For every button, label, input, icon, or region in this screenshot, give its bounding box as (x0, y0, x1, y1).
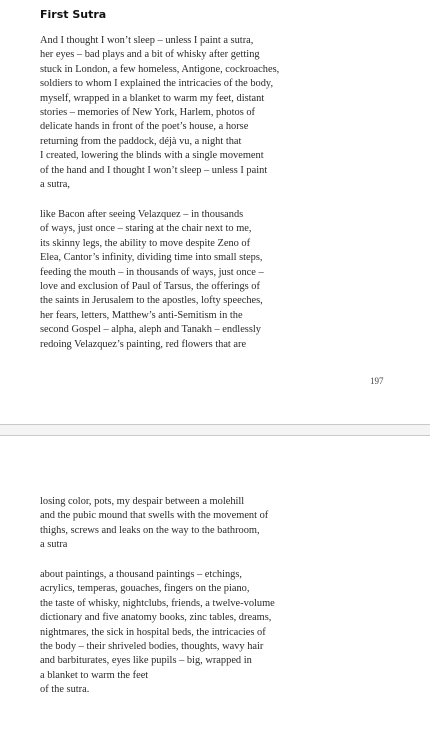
poem-line: like Bacon after seeing Velazquez – in thousands (40, 209, 244, 220)
poem-line: nightmares, the sick in hospital beds, the intricacies of (40, 626, 266, 638)
poem-title: First Sutra (40, 8, 107, 21)
page-number: 197 (370, 376, 384, 386)
poem-line: the taste of whisky, nightclubs, friends, a twelve-volume (40, 597, 275, 609)
poem-line: its skinny legs, the ability to move despite Zeno of (40, 237, 251, 249)
poem-line: redoing Velazquez’s painting, red flowers that are (40, 338, 247, 350)
poem-line: of the hand and I thought I won’t sleep – unless I paint (40, 164, 268, 176)
poem-line: stories – memories of New York, Harlem, photos of (40, 107, 256, 119)
poem-line: soldiers to whom I explained the intricacies of the body, (40, 78, 274, 90)
page-divider (0, 424, 430, 436)
poem-line: dictionary and five anatomy books, zinc tables, dreams, (40, 612, 272, 624)
poem-line: the saints in Jerusalem to the apostles, lofty speeches, (40, 295, 263, 307)
poem-line: losing color, pots, my despair between a molehill (40, 496, 245, 507)
poem-line: myself, wrapped in a blanket to warm my feet, distant (40, 92, 265, 104)
poem-line: and the pubic mound that swells with the movement of (40, 510, 269, 522)
poem-line: the body – their shriveled bodies, thoughts, wavy hair (40, 641, 264, 653)
poem-line: stuck in London, a few homeless, Antigone, cockroaches, (40, 63, 280, 75)
stanza-3 (40, 495, 268, 553)
poem-line: of the sutra. (40, 684, 90, 696)
poem-line: her fears, letters, Matthew’s anti-Semitism in the (40, 309, 243, 321)
poem-line: thighs, screws and leaks on the way to the bathroom, (40, 524, 260, 536)
poem-line: about paintings, a thousand paintings – etchings, (40, 569, 243, 580)
poem-line: her eyes – bad plays and a bit of whisky after getting (40, 49, 260, 61)
poem-line: I created, lowering the blinds with a single movement (40, 150, 264, 162)
stanza-4 (40, 568, 275, 698)
poem-line: love and exclusion of Paul of Tarsus, the offerings of (40, 281, 260, 293)
poem-line: delicate hands in front of the poet’s house, a horse (40, 121, 249, 133)
poem-line: a blanket to warm the feet (40, 669, 149, 681)
poem-line: and barbiturates, eyes like pupils – big, wrapped in (40, 655, 252, 667)
poem-line: And I thought I won’t sleep – unless I paint a sutra, (40, 35, 254, 46)
poem-line: a sutra, (40, 179, 71, 191)
poem-line: of ways, just once – staring at the chair next to me, (40, 223, 252, 235)
poem-line: feeding the mouth – in thousands of ways, just once – (40, 266, 264, 278)
poem-line: second Gospel – alpha, aleph and Tanakh – endlessly (40, 324, 261, 336)
poem-line: a sutra (40, 539, 68, 551)
poem-line: Elea, Cantor’s infinity, dividing time into small steps, (40, 252, 263, 264)
poem-line: returning from the paddock, déjà vu, a night that (40, 135, 242, 147)
stanza-1 (40, 34, 279, 192)
poem-line: acrylics, temperas, gouaches, fingers on the piano, (40, 583, 250, 595)
stanza-2 (40, 208, 264, 352)
